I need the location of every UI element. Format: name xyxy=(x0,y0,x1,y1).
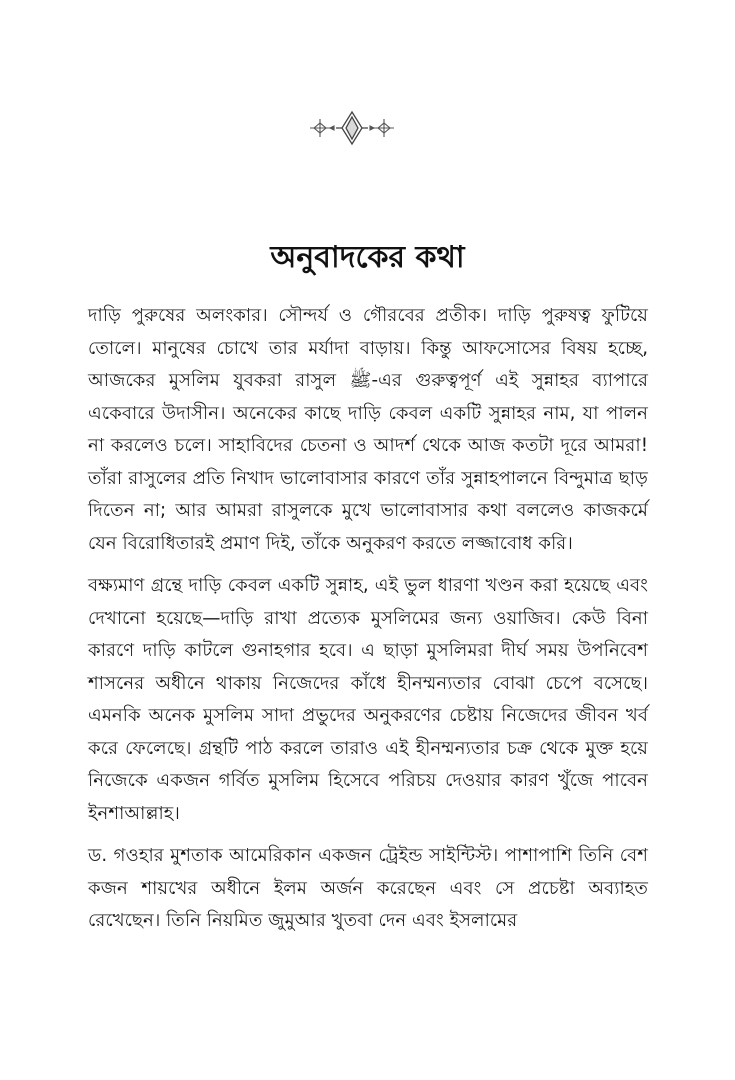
paragraph: ড. গওহার মুশতাক আমেরিকান একজন ট্রেইন্ড সাইন্টিস্ট। পাশাপাশি তিনি বেশ কজন শায়খের অধীনে ইলম অর্জন করেছেন এবং সে প্রচেষ্টা অব্যাহত রেখেছেন। তিনি নিয়মিত জুমুআর খুতবা দেন এবং ইসলামের xyxy=(88,845,648,931)
page-title: অনুবাদকের কথা xyxy=(270,240,465,275)
diamond-star-ornament-icon xyxy=(300,108,404,148)
paragraph: বক্ষ্যমাণ গ্রন্থে দাড়ি কেবল একটি সুন্নাহ, এই ভুল ধারণা খণ্ডন করা হয়েছে এবং দেখানো হয়েছে—দাড়ি রাখা প্রত্যেক মুসলিমের জন্য ওয়াজিব। কেউ বিনা কারণে দাড়ি কাটলে গুনাহগার হবে। এ ছাড়া মুসলিমরা দীর্ঘ সময় উপনিবেশ শাসনের অধীনে থাকায় নিজেদের কাঁধে হীনম্মন্যতার বোঝা চেপে বসেছে। এমনকি অনেক মুসলিম সাদা প্রভুদের অনুকরণের চেষ্টায় নিজেদের জীবন খর্ব করে ফেলেছে। গ্রন্থটি পাঠ করলে তারাও এই হীনম্মন্যতার চক্র থেকে মুক্ত হয়ে নিজেকে একজন গর্বিত মুসলিম হিসেবে পরিচয় দেওয়ার কারণ খুঁজে পাবেন ইনশাআল্লাহ। xyxy=(88,575,648,824)
paragraph: দাড়ি পুরুষের অলংকার। সৌন্দর্য ও গৌরবের প্রতীক। দাড়ি পুরুষত্ব ফুটিয়ে তোলে। মানুষের চোখে তার মর্যাদা বাড়ায়। কিন্তু আফসোসের বিষয় হচ্ছে, আজকের মুসলিম যুবকরা রাসুল ﷺ-এর গুরুত্বপূর্ণ এই সুন্নাহর ব্যাপারে একেবারে উদাসীন। অনেকের কাছে দাড়ি কেবল একটি সুন্নাহর নাম, যা পালন না করলেও চলে। সাহাবিদের চেতনা ও আদর্শ থেকে আজ কতটা দূরে আমরা! তাঁরা রাসুলের প্রতি নিখাদ ভালোবাসার কারণে তাঁর সুন্নাহপালনে বিন্দুমাত্র ছাড় দিতেন না; আর আমরা রাসুলকে মুখে ভালোবাসার কথা বললেও কাজকর্মে যেন বিরোধিতারই প্রমাণ দিই, তাঁকে অনুকরণ করতে লজ্জাবোধ করি। xyxy=(88,305,648,554)
body-text xyxy=(88,300,648,948)
